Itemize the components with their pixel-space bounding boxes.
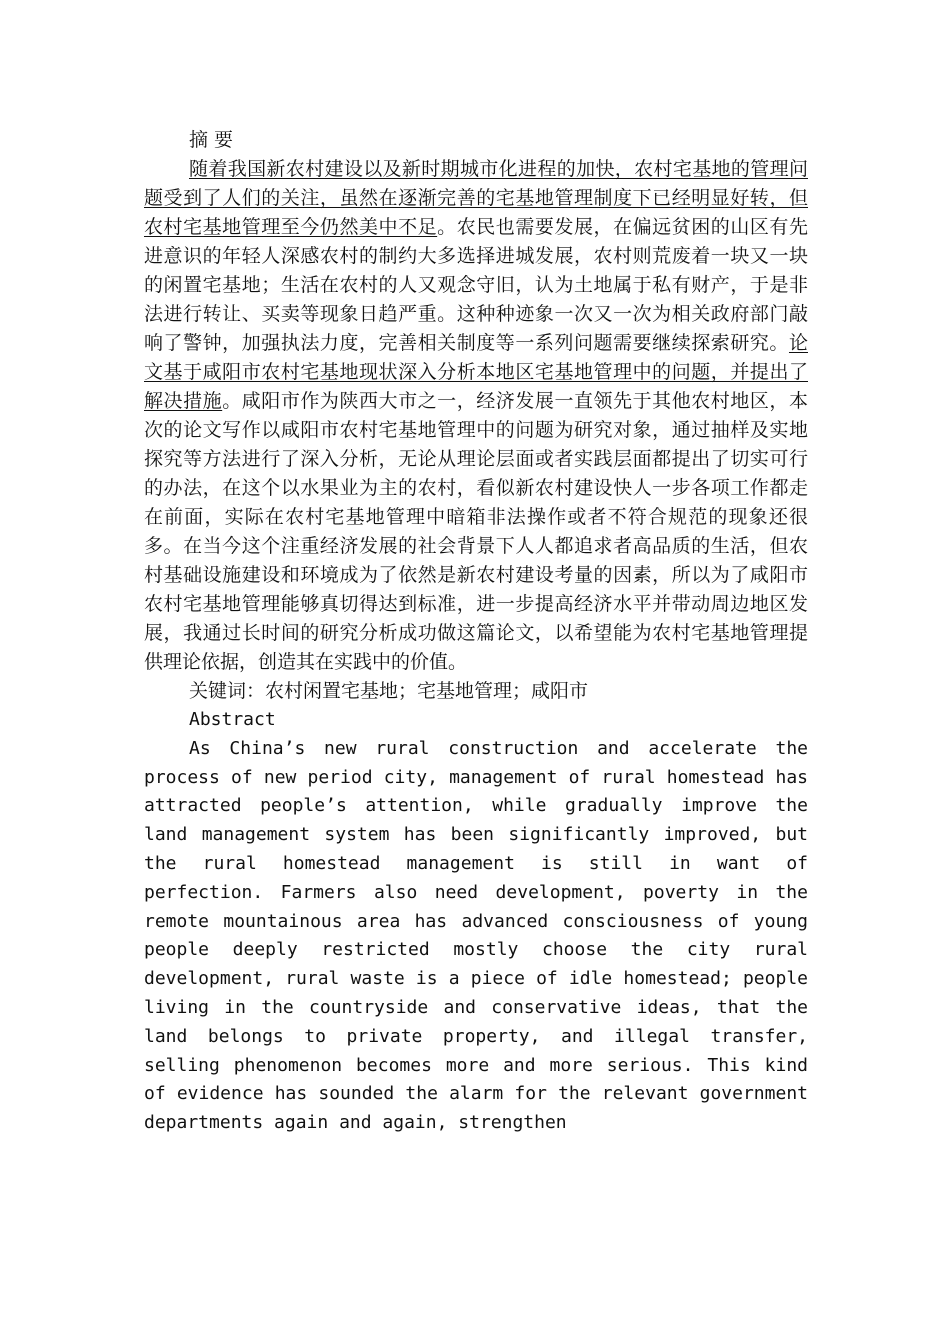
underlined-text-2: 论文基于咸阳市农村宅基地现状深入分析本地区宅基地管理中的问题，并提出了解决措施 <box>144 332 808 412</box>
abstract-en-paragraph: As China’s new rural construction and accelerate the process of new period city, management of rural homestead has attracted people’s attention, while gradually improve the land management system has been significantly improved, but the rural homestead management is still in want of perfection. Farmers also need development, poverty in the remote mountainous area has advanced consciousness of young people deeply restricted mostly choose the city rural development, rural waste is a piece of idle homestead; people living in the countryside and conservative ideas, that the land belongs to private property, and illegal transfer, selling phenomenon becomes more and more serious. This kind of evidence has sounded the alarm for the relevant government departments again and again, strengthen <box>144 737 808 1134</box>
abstract-en-heading: Abstract <box>189 709 276 730</box>
abstract-cn-paragraph <box>144 155 808 677</box>
body-text-2: 。咸阳市作为陕西大市之一，经济发展一直领先于其他农村地区，本次的论文写作以咸阳市农村宅基地管理中的问题为研究对象，通过抽样及实地探究等方法进行了深入分析，无论从理论层面或者实践层面都提出了切实可行的办法，在这个以水果业为主的农村，看似新农村建设快人一步各项工作都走在前面，实际在农村宅基地管理中暗箱非法操作或者不符合规范的现象还很多。在当今这个注重经济发展的社会背景下人人都追求者高品质的生活，但农村基础设施建设和环境成为了依然是新农村建设考量的因素，所以为了咸阳市农村宅基地管理能够真切得达到标准，进一步提高经济水平并带动周边地区发展，我通过长时间的研究分析成功做这篇论文，以希望能为农村宅基地管理提供理论依据，创造其在实践中的价值。 <box>144 390 808 673</box>
document-page <box>144 126 808 1138</box>
keywords-line: 关键词：农村闲置宅基地；宅基地管理；咸阳市 <box>189 680 589 702</box>
abstract-cn-heading: 摘 要 <box>189 129 234 151</box>
underlined-text-1: 随着我国新农村建设以及新时期城市化进程的加快，农村宅基地的管理问题受到了人们的关注，虽然在逐渐完善的宅基地管理制度下已经明显好转，但农村宅基地管理至今仍然美中不足 <box>144 158 808 238</box>
body-text-1: 。农民也需要发展，在偏远贫困的山区有先进意识的年轻人深感农村的制约大多选择进城发展，农村则荒废着一块又一块的闲置宅基地；生活在农村的人又观念守旧，认为土地属于私有财产，于是非法进行转让、买卖等现象日趋严重。这种种迹象一次又一次为相关政府部门敲响了警钟，加强执法力度，完善相关制度等一系列问题需要继续探索研究。 <box>144 216 808 354</box>
